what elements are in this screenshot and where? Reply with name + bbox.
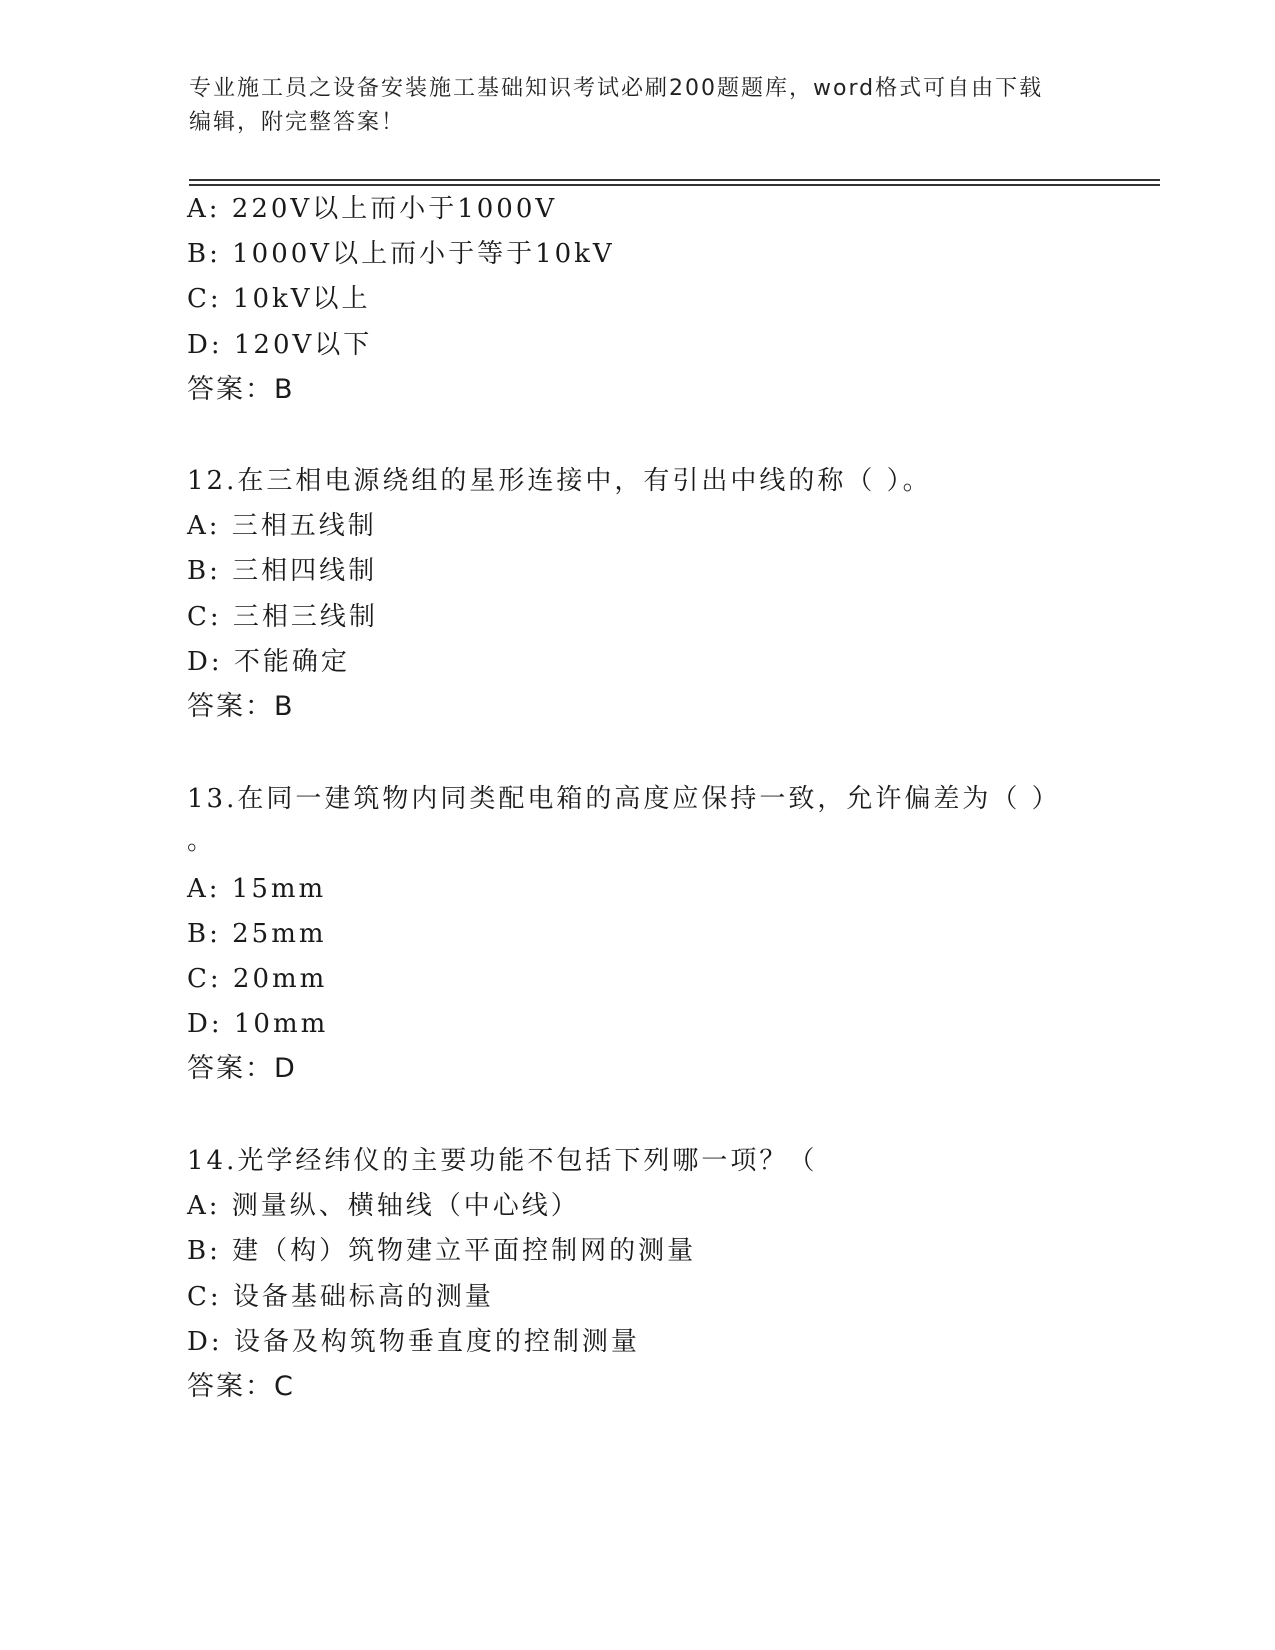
q11-answer bbox=[187, 375, 294, 405]
header-line-2: 编辑，附完整答案！ bbox=[189, 110, 406, 135]
q12-option-d: D: 不能确定 bbox=[187, 647, 350, 677]
q12-question: 12.在三相电源绕组的星形连接中，有引出中线的称（ ）。 bbox=[187, 466, 932, 496]
q11-option-a: A: 220V以上而小于1000V bbox=[187, 194, 558, 224]
q13-question: 13.在同一建筑物内同类配电箱的高度应保持一致，允许偏差为（ ） bbox=[187, 784, 1061, 814]
q11-option-c: C: 10kV以上 bbox=[187, 284, 371, 314]
q14-option-a: A: 测量纵、横轴线（中心线） bbox=[187, 1191, 580, 1221]
q11-option-b: B: 1000V以上而小于等于10kV bbox=[187, 239, 615, 269]
q12-option-c: C: 三相三线制 bbox=[187, 602, 378, 632]
q13-option-b: B: 25mm bbox=[187, 919, 327, 949]
q12-option-a: A: 三相五线制 bbox=[187, 511, 377, 541]
q13-option-d: D: 10mm bbox=[187, 1009, 329, 1039]
q14-answer bbox=[187, 1372, 294, 1402]
header-divider-bottom bbox=[189, 184, 1160, 186]
header-line-1: 专业施工员之设备安装施工基础知识考试必刷200题题库，word格式可自由下载 bbox=[189, 76, 1044, 101]
header-divider-top bbox=[189, 179, 1160, 181]
q14-option-c: C: 设备基础标高的测量 bbox=[187, 1282, 494, 1312]
q13-answer-value: D bbox=[274, 1053, 296, 1084]
q11-answer-value: B bbox=[274, 374, 294, 405]
q14-answer-label: 答案： bbox=[187, 1371, 274, 1402]
q11-option-d: D: 120V以下 bbox=[187, 330, 373, 360]
q12-answer-value: B bbox=[274, 691, 294, 722]
q14-question: 14.光学经纬仪的主要功能不包括下列哪一项？（ bbox=[187, 1146, 818, 1176]
q13-option-a: A: 15mm bbox=[187, 874, 327, 904]
q14-answer-value: C bbox=[274, 1371, 294, 1402]
q13-question-continuation: 。 bbox=[187, 826, 217, 856]
q14-option-d: D: 设备及构筑物垂直度的控制测量 bbox=[187, 1327, 640, 1357]
q12-answer-label: 答案： bbox=[187, 691, 274, 722]
q13-option-c: C: 20mm bbox=[187, 964, 328, 994]
document-header bbox=[189, 72, 1089, 140]
q13-answer-label: 答案： bbox=[187, 1053, 274, 1084]
q13-answer bbox=[187, 1054, 296, 1084]
q12-option-b: B: 三相四线制 bbox=[187, 556, 378, 586]
q12-answer bbox=[187, 692, 294, 722]
q14-option-b: B: 建（构）筑物建立平面控制网的测量 bbox=[187, 1236, 697, 1266]
q11-answer-label: 答案： bbox=[187, 374, 274, 405]
